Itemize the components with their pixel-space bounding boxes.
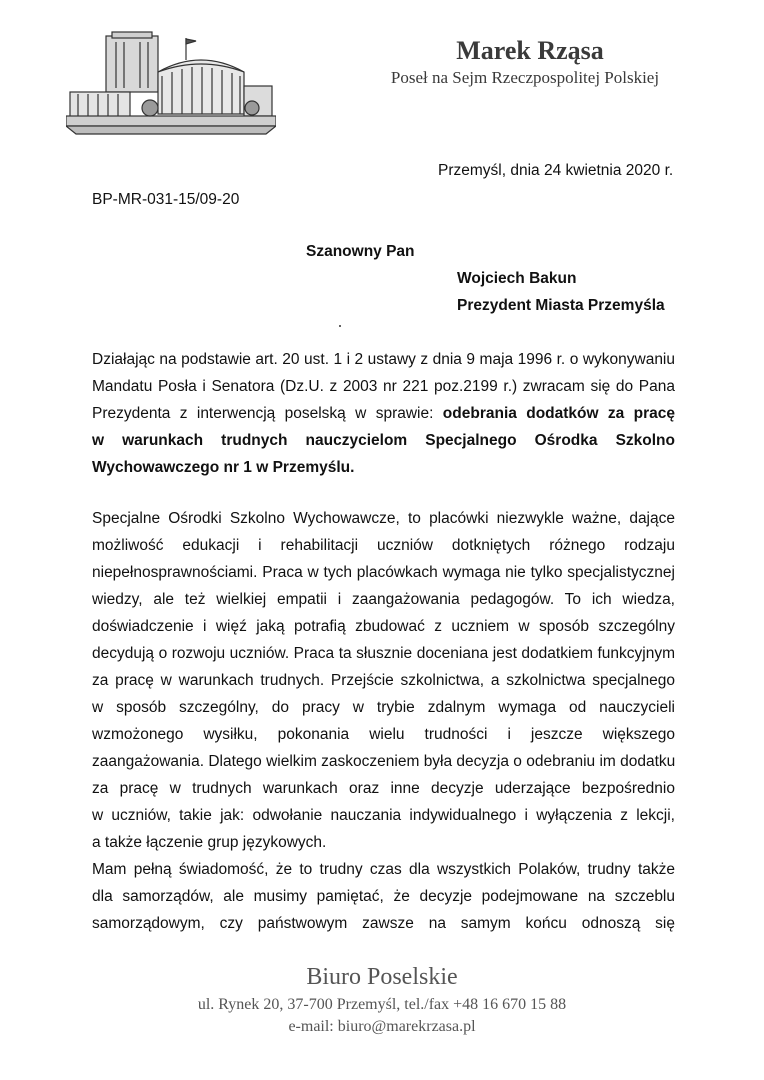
mp-title: Poseł na Sejm Rzeczpospolitej Polskiej: [390, 68, 660, 87]
paragraph-line: zaangażowania. Dlatego wielkim zaskoczeniem była decyzja o odebraniu im dodatku: [92, 753, 676, 770]
paragraph-line: niepełnosprawnościami. Praca w tych placówkach wymaga nie tylko specjalistycznej: [92, 564, 675, 581]
paragraph-line: wzmożonego wysiłku, pokonania wielu trudności i jeszcze większego: [92, 726, 675, 743]
paragraph-line: samorządowym, czy państwowym zawsze na samym końcu odnoszą się: [92, 915, 675, 932]
recipient-title: Prezydent Miasta Przemyśla: [457, 297, 665, 314]
paragraph-line: wiedzy, ale też wielkiej empatii i zaangażowania pedagogów. To ich wiedza,: [92, 591, 675, 608]
paragraph-line: za pracę w trudnych warunkach oraz inne decyzje uderzające bezpośrednio: [92, 780, 675, 797]
footer-address: ul. Rynek 20, 37-700 Przemyśl, tel./fax +48 16 670 15 88: [197, 996, 567, 1013]
mp-name: Marek Rząsa: [456, 36, 604, 65]
paragraph-line: a także łączenie grup językowych.: [92, 834, 327, 851]
paragraph-line: Mandatu Posła i Senatora (Dz.U. z 2003 nr 221 poz.2199 r.) zwracam się do Pana: [92, 378, 675, 395]
paragraph-line: doświadczenie i więź jaką potrafią zbudować z uczniem w sposób szczególny: [92, 618, 675, 635]
paragraph-line: Mam pełną świadomość, że to trudny czas dla wszystkich Polaków, trudny także: [92, 861, 675, 878]
paragraph-line: Działając na podstawie art. 20 ust. 1 i 2 ustawy z dnia 9 maja 1996 r. o wykonywaniu: [92, 351, 675, 368]
sejm-building-icon: [66, 30, 276, 138]
paragraph-line: w uczniów, takie jak: odwołanie nauczania indywidualnego i wyłączenia z lekcji,: [92, 807, 675, 824]
paragraph-main: [92, 505, 675, 937]
footer-email: e-mail: biuro@marekrzasa.pl: [288, 1018, 476, 1035]
paragraph-line: decydują o rozwoju uczniów. Praca ta słusznie doceniana jest dodatkiem funkcyjnym: [92, 645, 675, 662]
paragraph-intro: [92, 346, 675, 481]
paragraph-line: w sposób szczególny, do pracy w trybie zdalnym wymaga od nauczycieli: [92, 699, 675, 716]
recipient-name: Wojciech Bakun: [457, 270, 577, 287]
reference-number: BP-MR-031-15/09-20: [92, 191, 240, 208]
footer-office-title: Biuro Poselskie: [306, 964, 458, 990]
subject-line: Wychowawczego nr 1 w Przemyślu.: [92, 459, 355, 476]
letter-date: Przemyśl, dnia 24 kwietnia 2020 r.: [438, 162, 674, 179]
paragraph-line: za pracę w warunkach trudnych. Przejście szkolnictwa, a szkolnictwa specjalnego: [92, 672, 675, 689]
subject-text: odebrania dodatków za pracę: [442, 405, 676, 422]
paragraph-line: [92, 400, 675, 427]
paragraph-line: możliwość edukacji i rehabilitacji uczniów dotkniętych różnego rodzaju: [92, 537, 675, 554]
paragraph-line: Specjalne Ośrodki Szkolno Wychowawcze, to placówki niezwykle ważne, dające: [92, 510, 675, 527]
paragraph-line: dla samorządów, ale musimy pamiętać, że decyzje podejmowane na szczeblu: [92, 888, 675, 905]
paragraph-text: Prezydenta z interwencją poselską w sprawie:: [92, 405, 443, 422]
subject-line: w warunkach trudnych nauczycielom Specjalnego Ośrodka Szkolno: [92, 432, 675, 449]
scan-speck: [339, 325, 341, 327]
salutation: Szanowny Pan: [306, 243, 415, 260]
